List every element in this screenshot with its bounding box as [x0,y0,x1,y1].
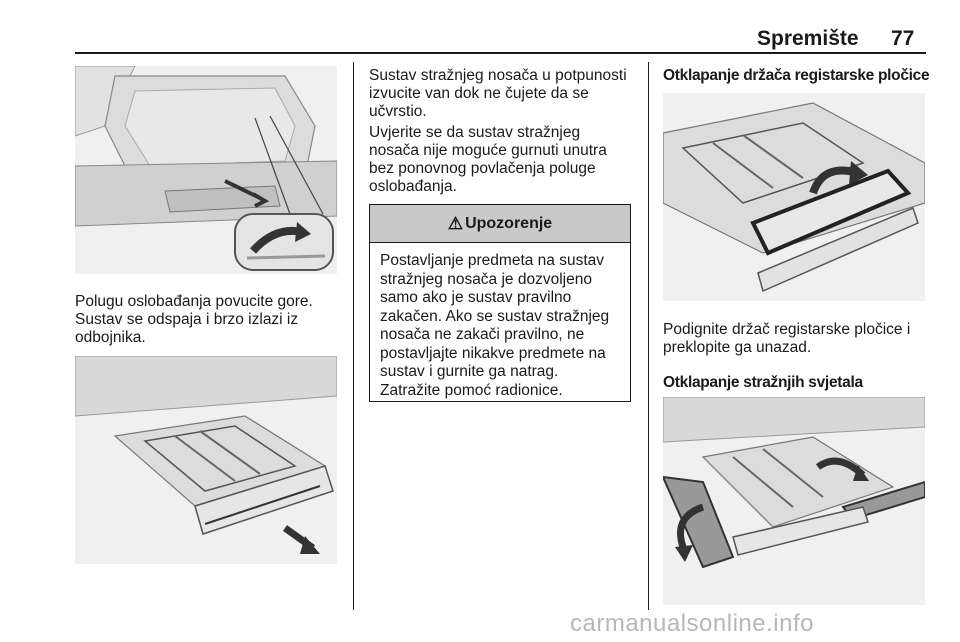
paragraph-pull-out: Sustav stražnjeg nosača u potpunosti izvucite van dok ne čujete da se učvrstio. [369,67,627,120]
watermark: carmanualsonline.info [570,610,814,637]
figure-carrier-extended [75,356,337,564]
figure-plate-holder [663,93,925,301]
column-divider-right [648,62,649,610]
figure-rear-lights [663,397,925,605]
page-header-title: Spremište [757,27,859,50]
paragraph-plate-holder: Podignite držač registarske pločice i preklopite ga unazad. [663,321,911,356]
paragraph-release-lever: Polugu oslobađanja povucite gore. Sustav se odspaja i brzo izlazi iz odbojnika. [75,293,313,346]
warning-text: Postavljanje predmeta na sustav stražnjeg nosača je dozvoljeno samo ako je sustav pravilno zakačen. Ako se sustav stražnjeg nosača ne zakači pravilno, ne postavljajte nikakve predmete na sustav i gurnite ga natrag. Zatražite pomoć radionice. [380,252,610,399]
heading-rear-lights: Otklapanje stražnjih svjetala [663,374,863,391]
warning-title: Upozorenje [465,214,553,232]
warning-header [370,205,630,243]
heading-plate-holder: Otklapanje držača registarske pločice [663,67,930,84]
warning-box [369,204,631,402]
column-divider-left [353,62,354,610]
figure-release-lever [75,66,337,274]
paragraph-verify: Uvjerite se da sustav stražnjeg nosača nije moguće gurnuti unutra bez ponovnog povlačenja poluge oslobađanja. [369,124,607,195]
warning-triangle-icon: ⚠ [447,213,464,233]
header-rule [75,52,926,54]
page-number: 77 [891,27,915,50]
